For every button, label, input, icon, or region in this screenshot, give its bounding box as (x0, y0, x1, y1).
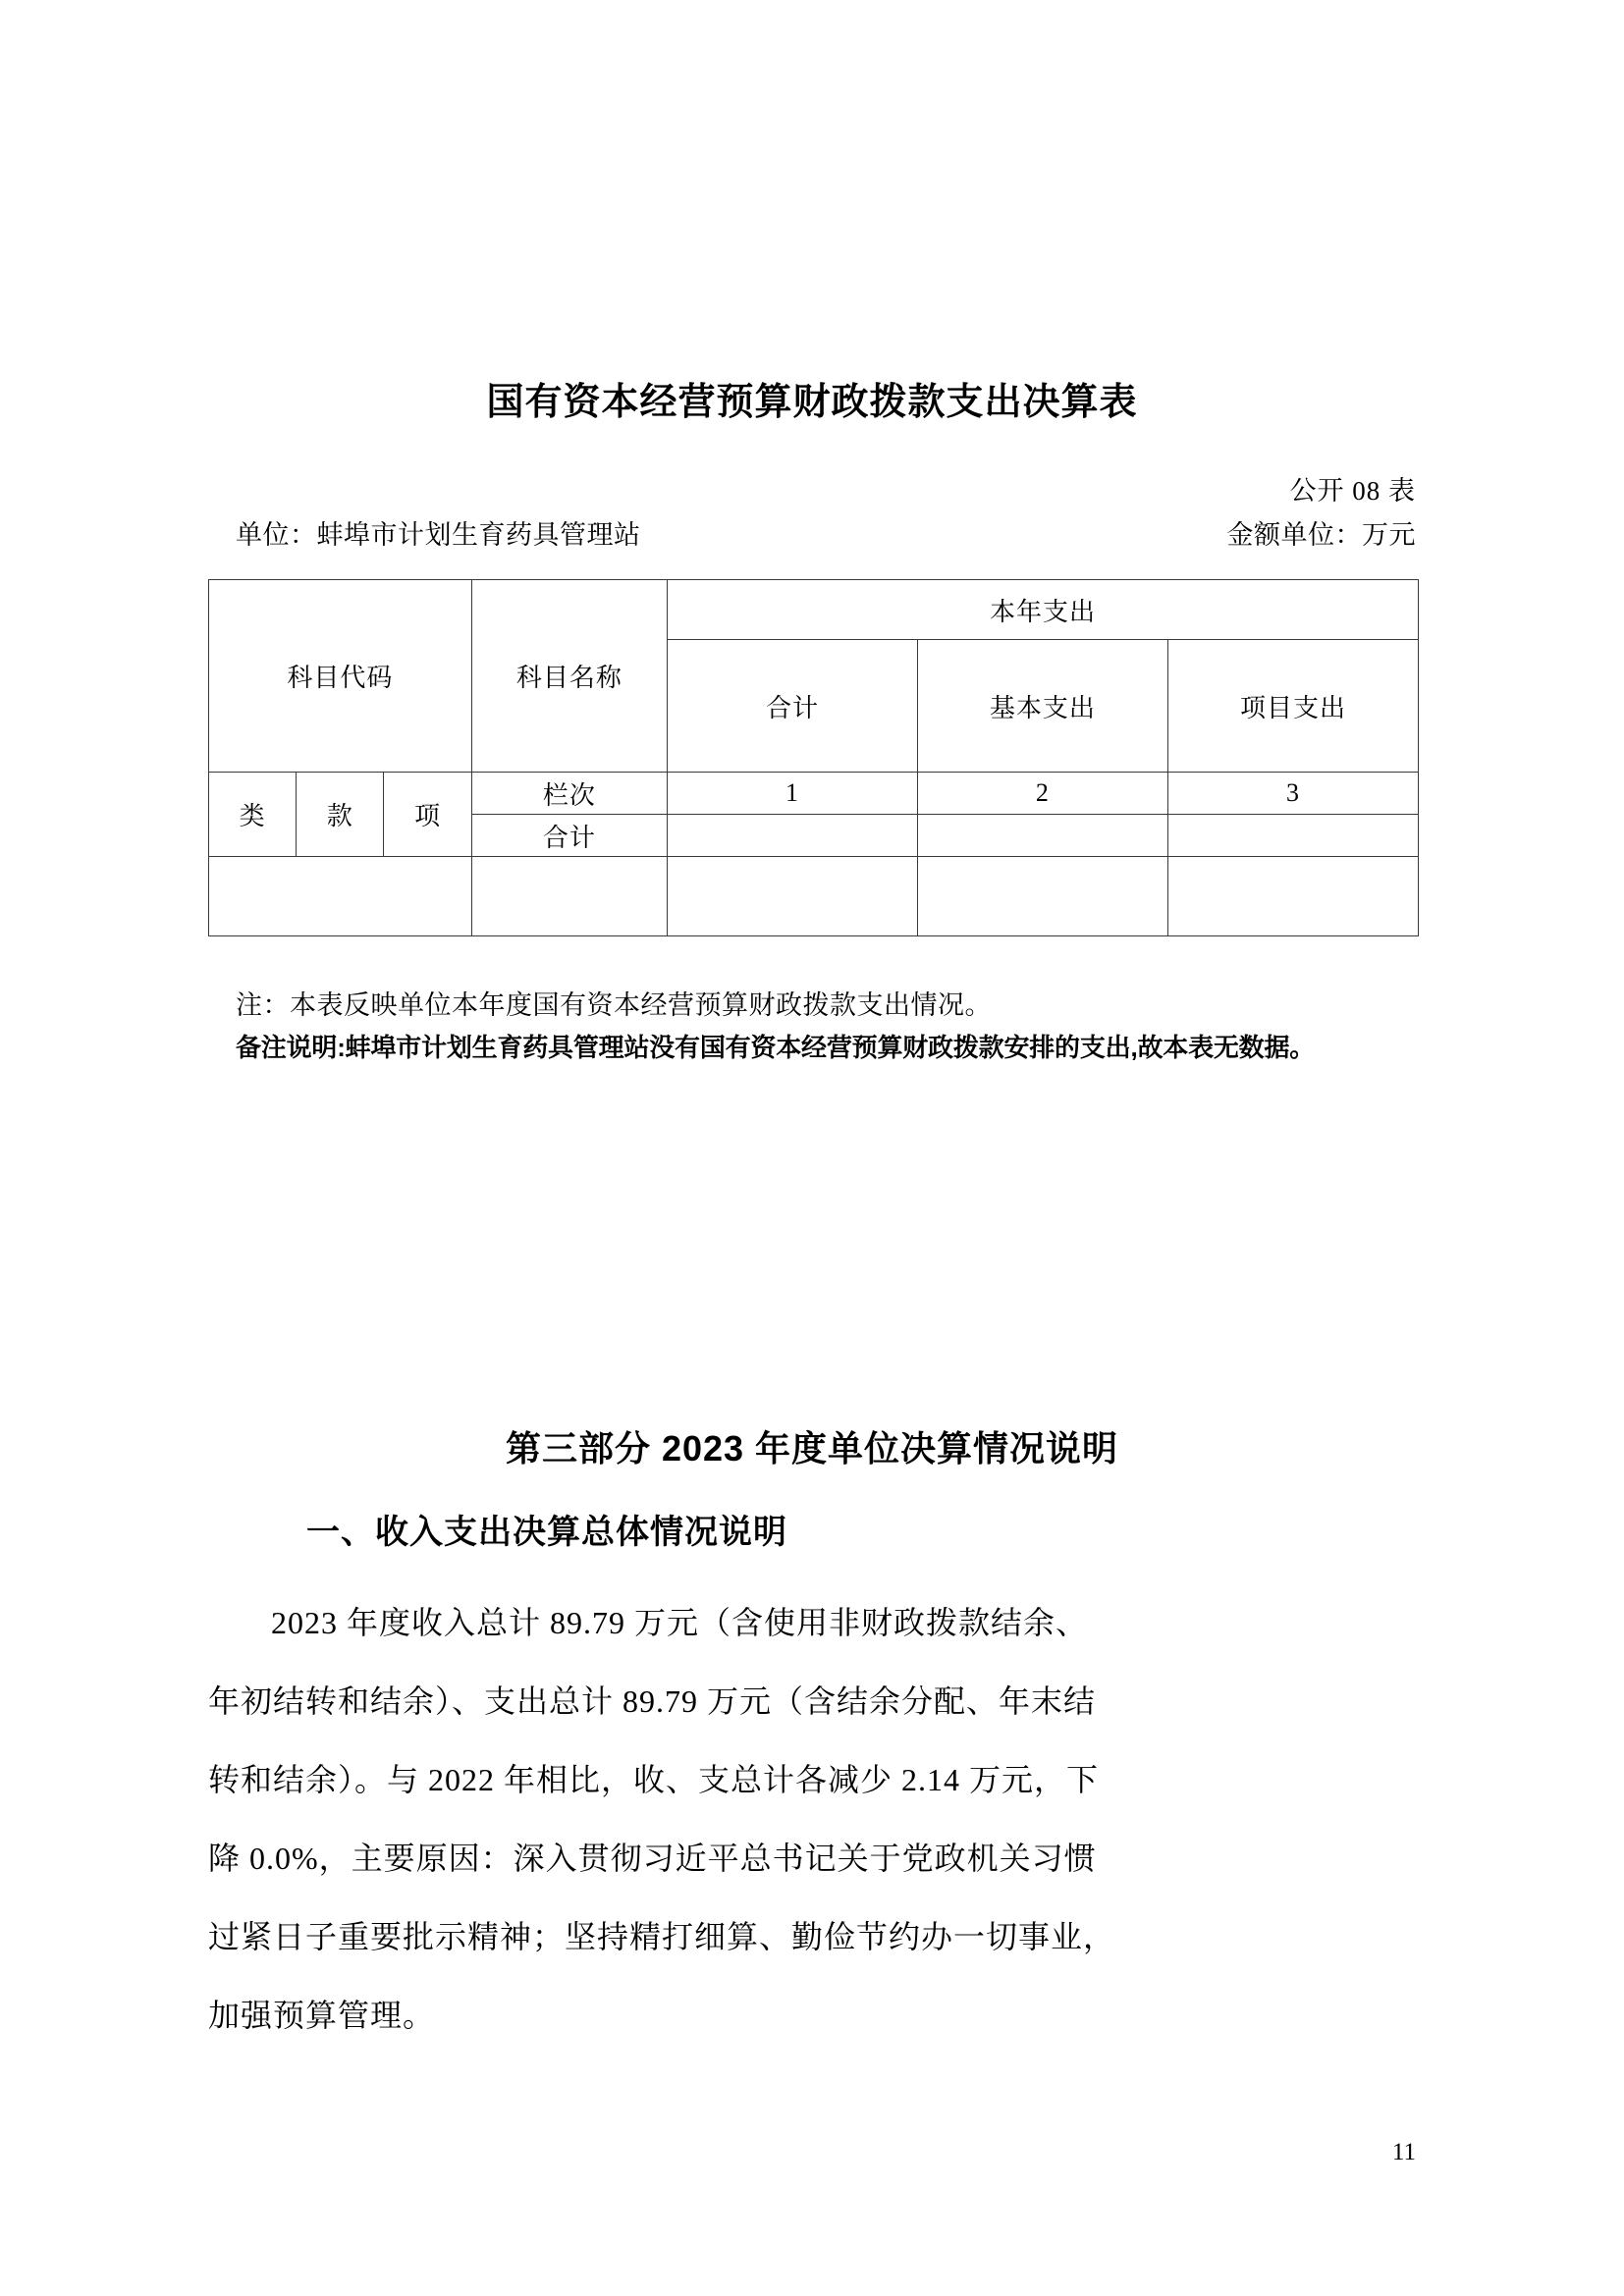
header-cell-current-year-expense: 本年支出 (667, 580, 1418, 640)
paragraph-line-4: 降 0.0%，主要原因：深入贯彻习近平总书记关于党政机关习惯 (208, 1841, 1097, 1876)
cell-blank-total (667, 857, 917, 936)
cell-column-index-project: 3 (1167, 773, 1418, 815)
section-one-heading: 一、收入支出决算总体情况说明 (306, 1514, 787, 1551)
expenditure-final-accounts-table (208, 579, 1419, 936)
row-label-column-index: 栏次 (471, 773, 667, 815)
header-cell-xiang: 项 (384, 773, 471, 857)
table-remark-note: 备注说明:蚌埠市计划生育药具管理站没有国有资本经营预算财政拨款安排的支出,故本表无数据。 (236, 1033, 1316, 1062)
page-number: 11 (1391, 2139, 1416, 2165)
part-three-heading: 第三部分 2023 年度单位决算情况说明 (505, 1428, 1119, 1468)
table-note: 注：本表反映单位本年度国有资本经营预算财政拨款支出情况。 (236, 990, 992, 1020)
cell-total-total (667, 815, 917, 857)
cell-blank-basic (917, 857, 1167, 936)
paragraph-line-6: 加强预算管理。 (208, 1998, 436, 2033)
header-cell-subject-code: 科目代码 (209, 580, 472, 773)
table-row-blank (209, 857, 1419, 936)
budget-table-container (208, 579, 1419, 936)
paragraph-line-1: 2023 年度收入总计 89.79 万元（含使用非财政拨款结余、 (271, 1605, 1089, 1640)
header-cell-project-expense: 项目支出 (1167, 640, 1418, 773)
cell-total-basic (917, 815, 1167, 857)
amount-unit-label: 金额单位：万元 (1226, 520, 1416, 550)
header-cell-basic-expense: 基本支出 (917, 640, 1167, 773)
unit-label: 单位：蚌埠市计划生育药具管理站 (236, 520, 641, 550)
paragraph-line-3: 转和结余）。与 2022 年相比，收、支总计各减少 2.14 万元，下 (208, 1762, 1100, 1797)
page-title: 国有资本经营预算财政拨款支出决算表 (486, 382, 1138, 423)
header-cell-subject-name: 科目名称 (471, 580, 667, 773)
paragraph-line-5: 过紧日子重要批示精神；坚持精打细算、勤俭节约办一切事业， (208, 1919, 1116, 1954)
row-label-total: 合计 (471, 815, 667, 857)
cell-column-index-total: 1 (667, 773, 917, 815)
header-cell-lei: 类 (209, 773, 297, 857)
table-row-column-index (209, 773, 1419, 815)
cell-blank-code (209, 857, 472, 936)
header-cell-kuan: 款 (297, 773, 384, 857)
sheet-code-label: 公开 08 表 (1289, 476, 1416, 506)
overview-paragraph (208, 1583, 1426, 2055)
paragraph-line-2: 年初结转和结余）、支出总计 89.79 万元（含结余分配、年末结 (208, 1683, 1097, 1719)
cell-total-project (1167, 815, 1418, 857)
cell-blank-project (1167, 857, 1418, 936)
cell-column-index-basic: 2 (917, 773, 1167, 815)
header-cell-total: 合计 (667, 640, 917, 773)
table-header-row-top (209, 580, 1419, 640)
cell-blank-name (471, 857, 667, 936)
